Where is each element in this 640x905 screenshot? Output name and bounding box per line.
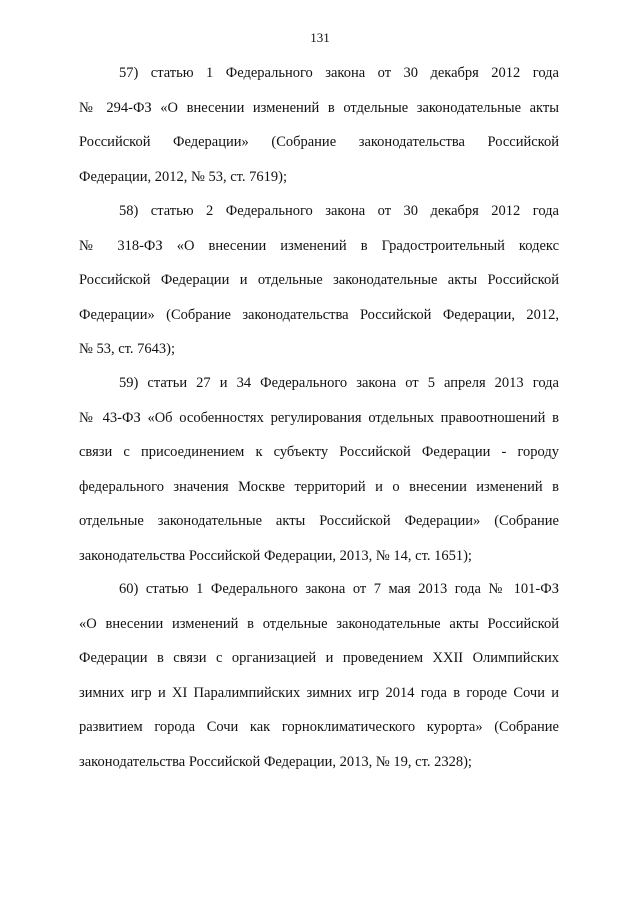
item-line: 58) статью 2 Федерального закона от 30 декабря 2012 года [119, 203, 559, 219]
item-line: Федерации в связи с организацией и проведением XXII Олимпийских [79, 650, 559, 666]
list-item-59 [79, 375, 559, 582]
item-line: № 294-ФЗ «О внесении изменений в отдельные законодательные акты [79, 99, 559, 116]
item-line: федерального значения Москве территорий и о внесении изменений в [79, 478, 559, 495]
item-line: № 43-ФЗ «Об особенностях регулирования отдельных правоотношений в [79, 409, 559, 426]
list-item-57 [79, 65, 559, 203]
item-line: зимних игр и XI Паралимпийских зимних игр 2014 года в городе Сочи и [79, 684, 559, 701]
page-number: 131 [310, 30, 330, 45]
item-line: 59) статьи 27 и 34 Федерального закона от 5 апреля 2013 года [119, 375, 559, 391]
item-line: развитием города Сочи как горноклиматического курорта» (Собрание [79, 719, 559, 735]
item-line: «О внесении изменений в отдельные законодательные акты Российской [79, 615, 559, 632]
item-line: Российской Федерации» (Собрание законодательства Российской [79, 134, 559, 150]
item-line: Российской Федерации и отдельные законодательные акты Российской [79, 272, 559, 288]
item-line: законодательства Российской Федерации, 2013, № 19, ст. 2328); [79, 753, 472, 770]
item-line: № 318-ФЗ «О внесении изменений в Градостроительный кодекс [79, 237, 559, 254]
item-line: связи с присоединением к субъекту Российской Федерации - городу [79, 444, 559, 460]
list-item-58 [79, 203, 559, 376]
item-line: № 53, ст. 7643); [79, 341, 175, 357]
list-item-60 [79, 581, 559, 788]
item-line: Федерации» (Собрание законодательства Российской Федерации, 2012, [79, 306, 559, 323]
item-line: отдельные законодательные акты Российской Федерации» (Собрание [79, 513, 559, 529]
item-line: 57) статью 1 Федерального закона от 30 декабря 2012 года [119, 65, 559, 81]
item-line: законодательства Российской Федерации, 2013, № 14, ст. 1651); [79, 547, 472, 564]
item-line: Федерации, 2012, № 53, ст. 7619); [79, 168, 287, 185]
item-line: 60) статью 1 Федерального закона от 7 мая 2013 года № 101-ФЗ [119, 581, 559, 597]
